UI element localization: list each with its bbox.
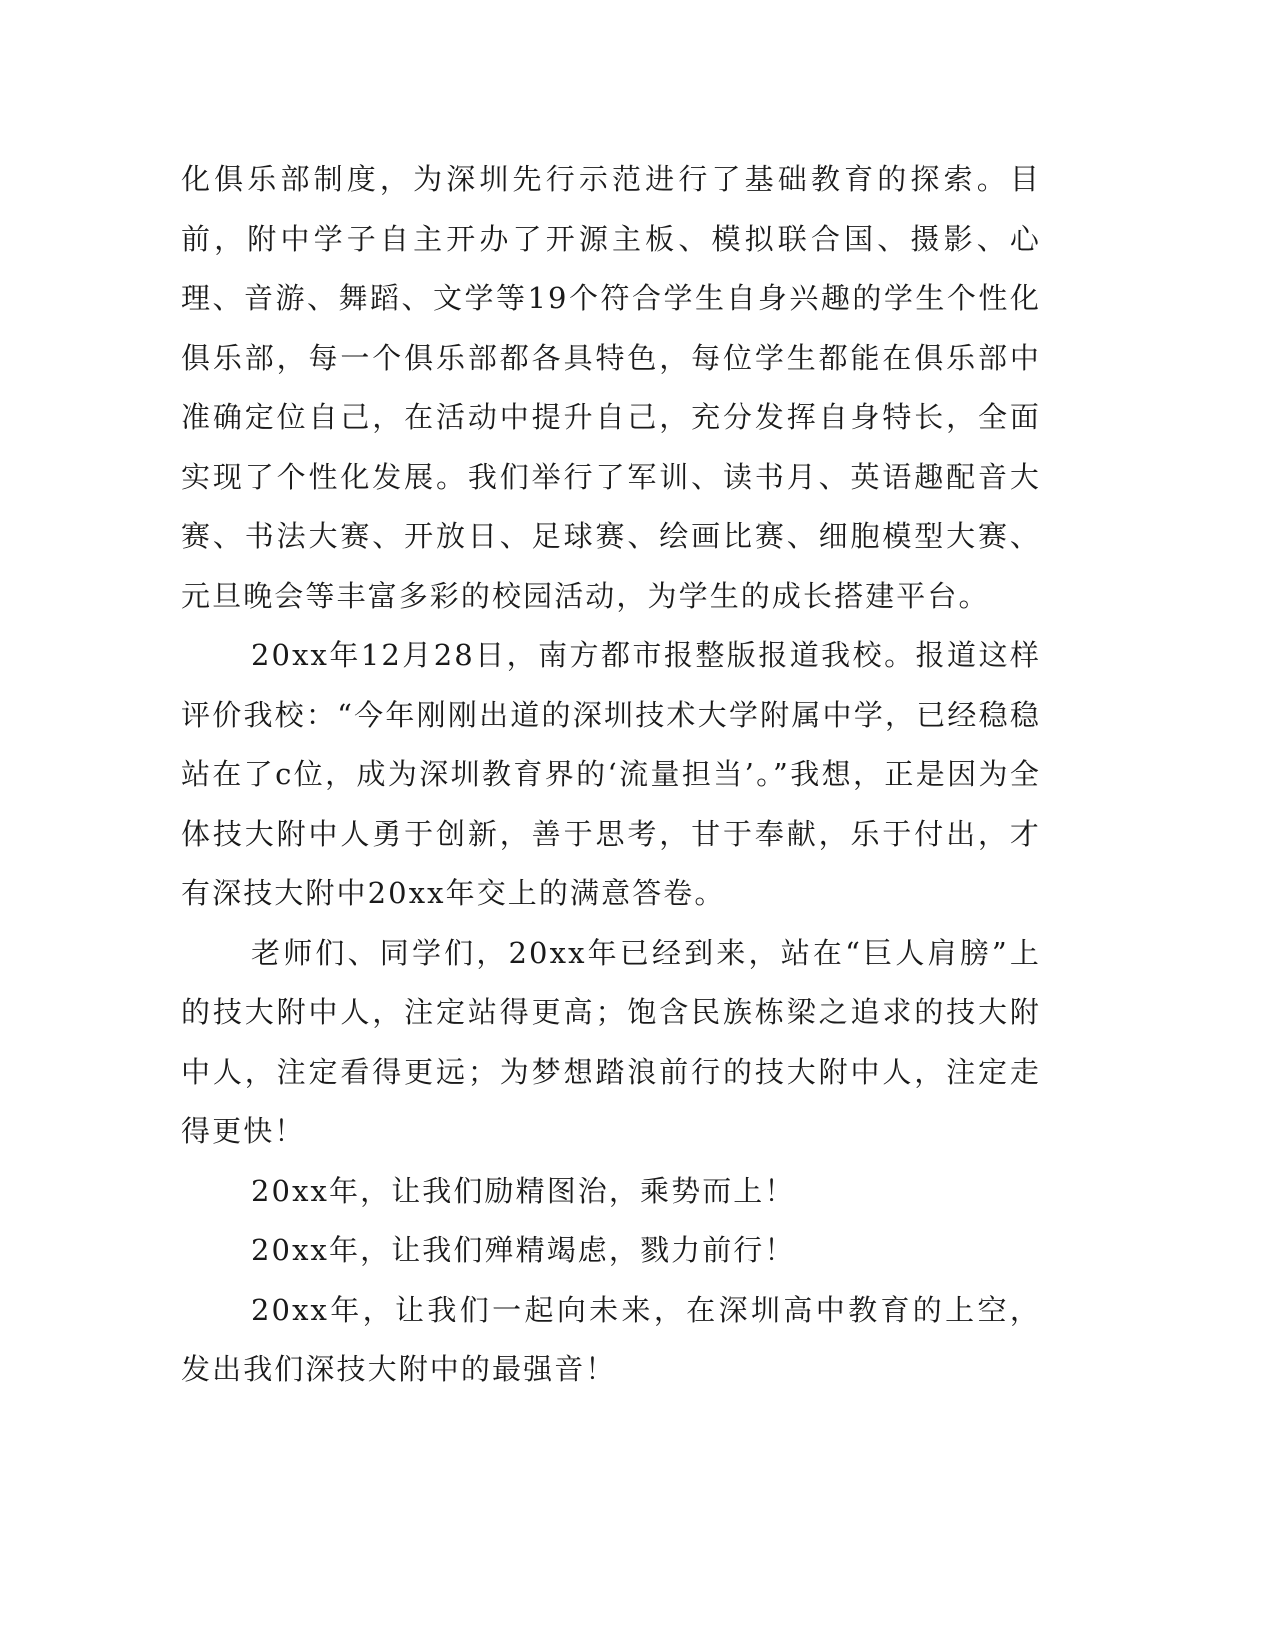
paragraph-new-year-address: 老师们、同学们，20xx年已经到来，站在“巨人肩膀”上的技大附中人，注定站得更高；饱含民族栋梁之追求的技大附中人，注定看得更远；为梦想踏浪前行的技大附中人，注定走得更快！ — [181, 935, 1041, 1148]
paragraph-clubs-activities: 化俱乐部制度，为深圳先行示范进行了基础教育的探索。目前，附中学子自主开办了开源主板、模拟联合国、摄影、心理、音游、舞蹈、文学等19个符合学生自身兴趣的学生个性化俱乐部，每一个俱乐部都各具特色，每位学生都能在俱乐部中准确定位自己，在活动中提升自己，充分发挥自身特长，全面实现了个性化发展。我们举行了军训、读书月、英语趣配音大赛、书法大赛、开放日、足球赛、绘画比赛、细胞模型大赛、元旦晚会等丰富多彩的校园活动，为学生的成长搭建平台。 — [181, 162, 1041, 613]
document-body — [181, 150, 1041, 1400]
paragraph-slogan-2: 20xx年，让我们殚精竭虑，戮力前行！ — [251, 1233, 796, 1267]
paragraph-newspaper-report: 20xx年12月28日，南方都市报整版报道我校。报道这样评价我校：“今年刚刚出道的深圳技术大学附属中学，已经稳稳站在了c位，成为深圳教育界的‘流量担当’。”我想，正是因为全体技大附中人勇于创新，善于思考，甘于奉献，乐于付出，才有深技大附中20xx年交上的满意答卷。 — [181, 638, 1041, 910]
paragraph-slogan-3: 20xx年，让我们一起向未来，在深圳高中教育的上空，发出我们深技大附中的最强音！ — [181, 1292, 1041, 1386]
paragraph-slogan-1: 20xx年，让我们励精图治，乘势而上！ — [251, 1173, 796, 1208]
